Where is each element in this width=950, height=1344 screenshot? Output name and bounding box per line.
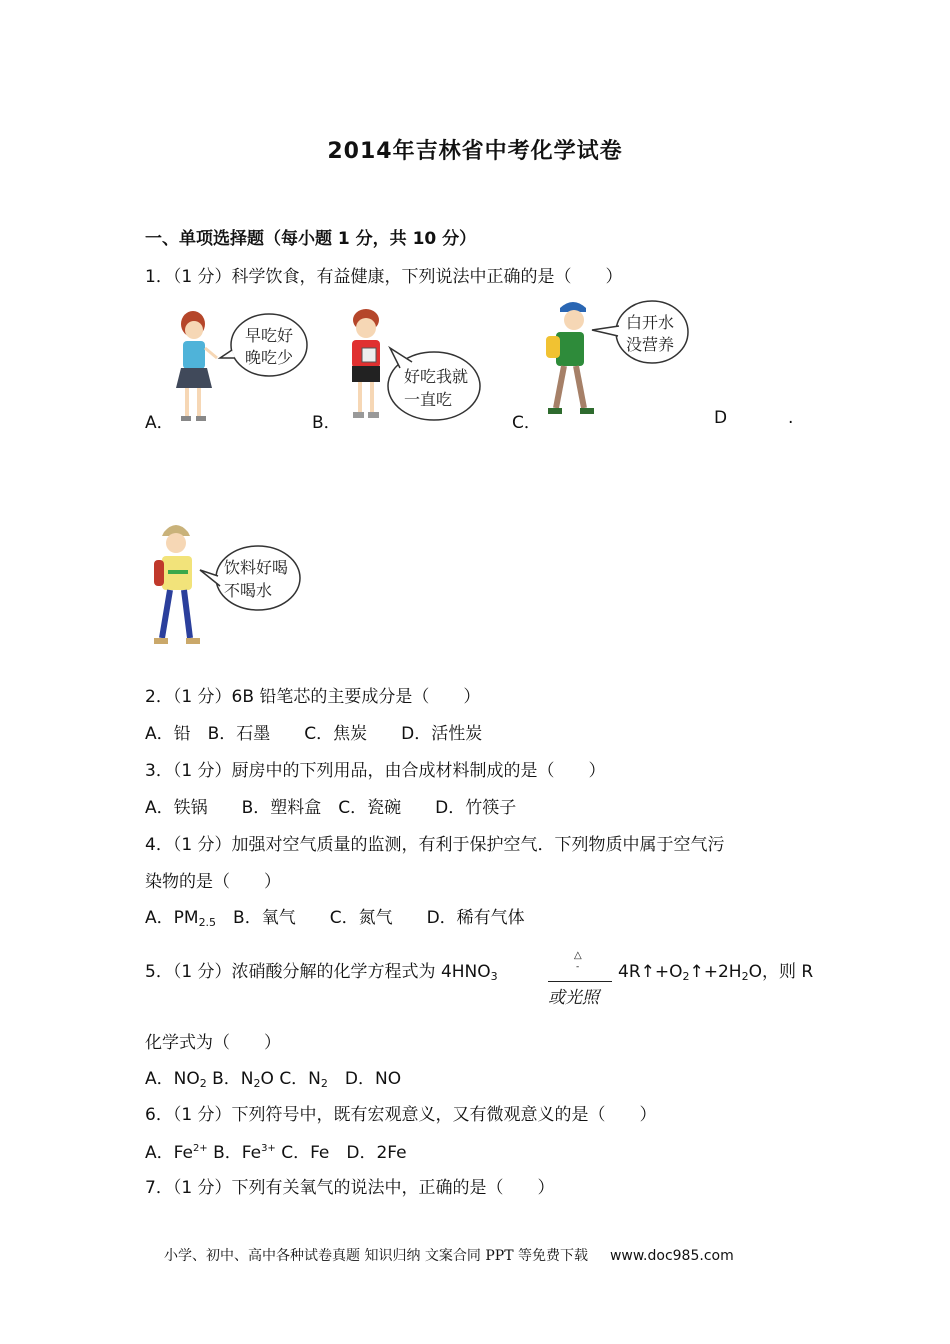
q1-label-period: .: [788, 408, 794, 428]
bubble-c-line1: 白开水: [626, 313, 675, 332]
section-heading: 一、单项选择题（每小题 1 分，共 10 分）: [145, 229, 477, 249]
figure-d-student: [148, 518, 308, 650]
q6-option-b: B．Fe: [207, 1143, 262, 1163]
q5-stem-text: 5．（1 分）浓硝酸分解的化学方程式为 4HNO: [145, 962, 491, 982]
q5-option-a-sub: 2: [199, 1077, 207, 1090]
figure-b-boy: [338, 308, 488, 428]
question-2-options: A．铅 B．石墨 C．焦炭 D．活性炭: [145, 724, 483, 744]
question-2-stem: 2．（1 分）6B 铅笔芯的主要成分是（ ）: [145, 687, 481, 707]
bubble-b-line2: 一直吃: [404, 390, 453, 409]
bubble-b-line1: 好吃我就: [404, 367, 469, 386]
q6-option-a: A．Fe: [145, 1143, 193, 1163]
q1-label-a: A．: [145, 413, 174, 433]
bubble-d-line2: 不喝水: [224, 581, 273, 600]
q5-product-3: O，则 R: [748, 962, 814, 982]
question-5-stem-line2: 化学式为（ ）: [145, 1033, 281, 1053]
q1-label-b: B．: [312, 413, 341, 433]
question-4-stem-line1: 4．（1 分）加强对空气质量的监测，有利于保护空气．下列物质中属于空气污: [145, 835, 725, 855]
bubble-d-line1: 饮料好喝: [224, 558, 289, 577]
footer-text: 小学、初中、高中各种试卷真题 知识归纳 文案合同 PPT 等免费下载: [164, 1248, 588, 1264]
page-footer: [164, 1245, 734, 1265]
q5-product-1: 4R↑+O: [618, 962, 683, 982]
bubble-a-line1: 早吃好: [245, 326, 294, 345]
q5-option-b-c: O C．N: [260, 1069, 321, 1089]
figure-a-girl: [165, 308, 315, 428]
question-3-stem: 3．（1 分）厨房中的下列用品，由合成材料制成的是（ ）: [145, 761, 606, 781]
heat-symbol: △: [574, 950, 582, 961]
q4-options-rest: B．氧气 C．氮气 D．稀有气体: [216, 908, 525, 928]
q1-label-c: C．: [512, 413, 541, 433]
q5-option-b-sub: 2: [253, 1077, 261, 1090]
q6-option-a-sup: 2+: [192, 1143, 208, 1154]
question-4-options: [145, 903, 525, 929]
page-title: 2014年吉林省中考化学试卷: [327, 139, 623, 164]
q5-option-b: B．N: [206, 1069, 254, 1089]
question-1-stem: 1．（1 分）科学饮食，有益健康，下列说法中正确的是（ ）: [145, 267, 623, 287]
question-7-stem: 7．（1 分）下列有关氧气的说法中，正确的是（ ）: [145, 1178, 555, 1198]
footer-url[interactable]: www.doc985.com: [609, 1248, 734, 1264]
q5-sub-2a: 2: [682, 970, 690, 983]
q5-option-c-sub: 2: [320, 1077, 328, 1090]
q5-option-a: A．NO: [145, 1069, 200, 1089]
question-6-options: [145, 1138, 407, 1163]
q5-product-2: ↑+2H: [689, 962, 742, 982]
question-5-stem-right: [618, 957, 813, 983]
q4-option-a: A．PM: [145, 908, 199, 928]
condition-dash: -: [576, 962, 580, 972]
figure-c-hiker: [540, 298, 700, 423]
q5-sub-3: 3: [490, 970, 498, 983]
q5-option-d: D．NO: [327, 1069, 402, 1089]
q5-sub-2b: 2: [741, 970, 749, 983]
q6-option-cd: C．Fe D．2Fe: [275, 1143, 407, 1163]
q4-option-a-subscript: 2.5: [198, 916, 217, 929]
bubble-c-line2: 没营养: [626, 335, 675, 354]
question-3-options: A．铁锅 B．塑料盒 C．瓷碗 D．竹筷子: [145, 798, 517, 818]
q1-label-d: D: [714, 408, 728, 428]
reaction-arrow-line: [548, 981, 612, 982]
q6-option-b-sup: 3+: [261, 1143, 276, 1154]
bubble-a-line2: 晚吃少: [245, 348, 294, 367]
question-5-options: [145, 1064, 401, 1090]
question-5-stem-left: [145, 957, 498, 983]
question-4-stem-line2: 染物的是（ ）: [145, 872, 281, 892]
reaction-condition: [548, 950, 612, 1010]
condition-light: 或光照: [548, 988, 599, 1008]
question-6-stem: 6．（1 分）下列符号中，既有宏观意义，又有微观意义的是（ ）: [145, 1105, 657, 1125]
